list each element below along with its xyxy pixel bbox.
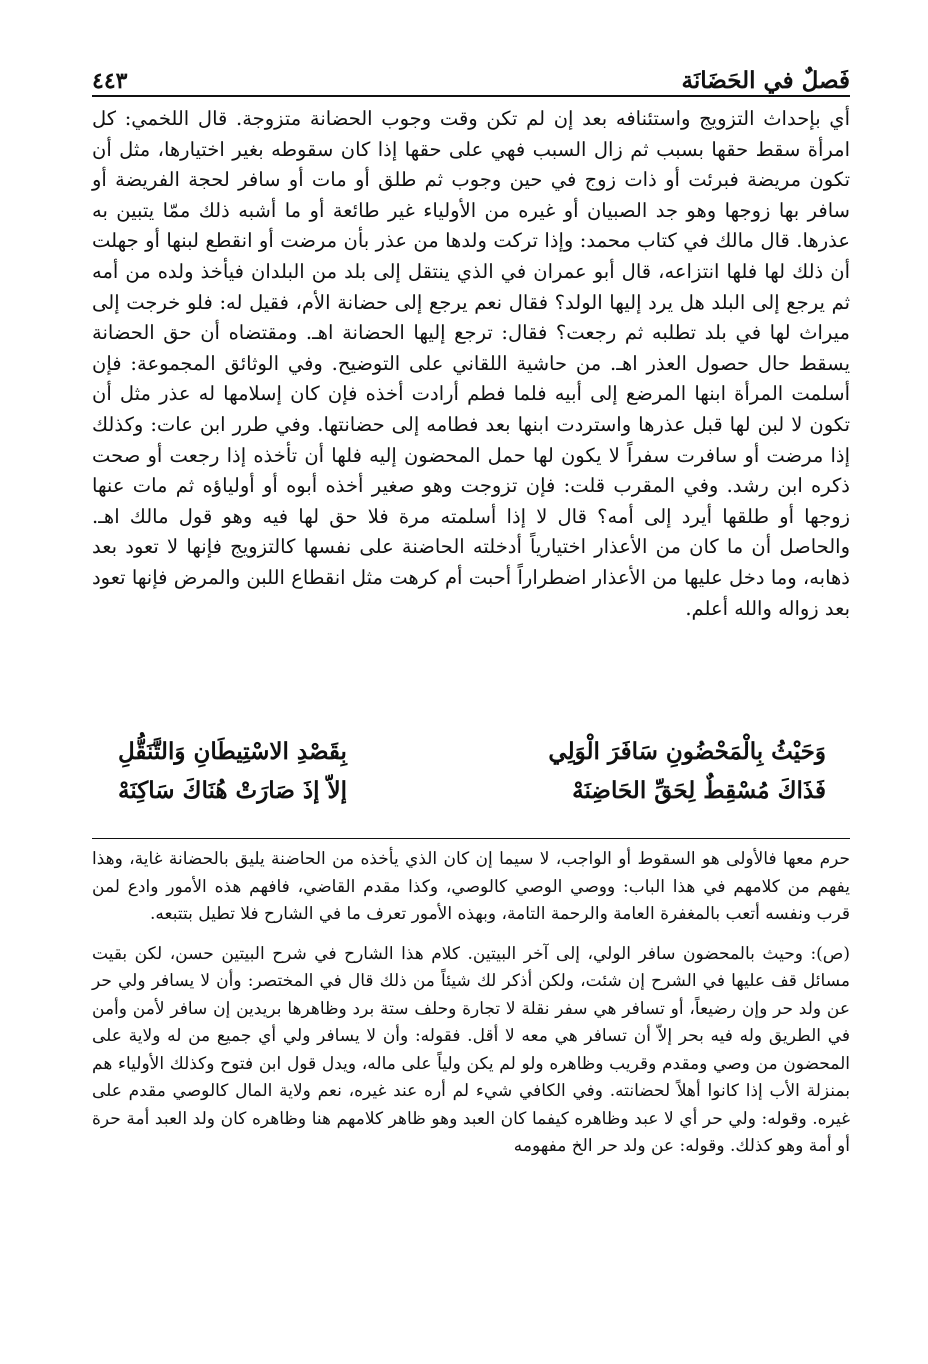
poem-line-1-first-hemistich: وَحَيْثُ بِالْمَحْضُونِ سَافَرَ الْوَلِي bbox=[548, 738, 826, 765]
poem-line-2 bbox=[118, 777, 826, 816]
footnotes bbox=[92, 846, 850, 1173]
main-text-body: أي بإحداث التزويج واستئنافه بعد إن لم تكن وقت وجوب الحضانة متزوجة. قال اللخمي: كل امرأة سقط حقها بسبب ثم زال السبب فهي على حقها إذا كان سقوطه بغير اختيارها، مثل أن تكون مريضة فبرئت أو ذات زوج في حين وجوب ثم طلق أو مات أو سافر لحجة الفريضة أو سافر بها زوجها وهو جد الصبيان أو غيره من الأولياء غير طائعة أو ما أشبه ذلك ممّا يتبين به عذرها. قال مالك في كتاب محمد: وإذا تركت ولدها من عذر بأن مرضت أو انقطع لبنها أو جهلت أن ذلك لها فلها انتزاعه، قال أبو عمران في الذي ينتقل إلى بلد من البلدان فيأخذ ولده من أمه ثم يرجع إلى البلد هل يرد إليها الولد؟ فقال نعم يرجع إلى حضانة الأم، فقيل له: فلو خرجت إلى ميراث لها في بلد تطلبه ثم رجعت؟ فقال: ترجع إليها الحضانة اهـ. ومقتضاه أن حق الحضانة يسقط حال حصول العذر اهـ. من حاشية اللقاني على التوضيح. وفي الوثائق المجموعة: فإن أسلمت المرأة ابنها المرضع إلى أبيه فلما فطم أرادت أخذه فإن كان إسلامها له عذر مثل أن تكون لا لبن لها قبل عذرها واستردت ابنها بعد فطامه إلى حضانتها. وفي طرر ابن عات: وكذلك إذا مرضت أو سافرت سفراً لا يكون لها حمل المحضون إليه فلها أن تأخذه إذا رجعت أو صحت ذكره ابن رشد. وفي المقرب قلت: فإن تزوجت وهو صغير أخذه أبوه أو أولياؤه ثم مات عنها زوجها أو طلقها أيرد إلى أمه؟ قال لا إذا أسلمته مرة فلا حق لها فيه وهو قول مالك اهـ. والحاصل أن ما كان من الأعذار اختيارياً أدخلته الحاضنة على نفسها كالتزويج فإنها لا تعود بعد ذهابه، وما دخل عليها من الأعذار اضطراراً أحبت أم كرهت مثل انقطاع اللبن والمرض فإنها تعود بعد زواله والله أعلم. bbox=[92, 107, 850, 620]
poem-line-1 bbox=[118, 738, 826, 777]
footnote-rule bbox=[92, 838, 850, 839]
poem-line-2-first-hemistich: فَذَاكَ مُسْقِطٌ لِحَقِّ الحَاضِنَهْ bbox=[572, 777, 826, 804]
poem-block bbox=[118, 738, 826, 820]
page-number: ٤٤٣ bbox=[92, 68, 128, 94]
header-rule bbox=[92, 95, 850, 97]
footnote-paragraph-2: (ص): وحيث بالمحضون سافر الولي، إلى آخر البيتين. كلام هذا الشارح في شرح البيتين حسن، لكن بقيت مسائل قف عليها في الشرح إن شئت، ولكن أذكر لك شيئاً من ذلك قال في المختصر: وأن لا يسافر ولي حر عن ولد حر وإن رضيعاً، أو تسافر هي سفر نقلة لا تجارة وحلف ستة برد وظاهرها بريدين إن سافر لأمن وأمن في الطريق وله فيه بحر إلاّ أن تسافر هي معه لا أقل. فقوله: وأن لا يسافر ولي أي جميع من له ولاية على المحضون من وصي ومقدم وقريب وظاهره ولو لم يكن ولياً على ماله، ويدل قول ابن فتوح وكذلك الأولياء هم بمنزلة الأب إذا كانوا أهلاً لحضانته. وفي الكافي شيء لم أره عند غيره، نعم ولاية المال كالوصي مقدم على غيره. وقوله: ولي حر أي لا عبد وظاهره كيفما كان العبد وهو ظاهر كلامهم هنا وظاهره كان ولد العبد أمة حرة أو أمة وهو كذلك. وقوله: عن ولد حر الخ مفهومه bbox=[92, 943, 850, 1156]
poem-line-1-second-hemistich: بِقَصْدِ الاسْتِيطَانِ وَالتَّنَقُّلِ bbox=[118, 738, 347, 765]
page-header bbox=[92, 52, 850, 92]
poem-line-2-second-hemistich: إلاّ إذَ صَارَتْ هُنَاكَ سَاكِنَهْ bbox=[118, 777, 348, 804]
running-title: فَصلٌ في الحَضَانَة bbox=[681, 67, 850, 94]
footnote-paragraph-1: حرم معها فالأولى هو السقوط أو الواجب، لا سيما إن كان الذي يأخذه من الحاضنة يليق بالحضانة غاية، وهذا يفهم من كلامهم في هذا الباب: ووصي الوصي كالوصي، وكذا مقدم القاضي، فافهم هذه الأمور وادع لمن قرب ونفسه أتعب بالمغفرة العامة والرحمة التامة، وبهذه الأمور تعرف ما في الشارح فلا تطيل بتتبعه. bbox=[92, 849, 850, 924]
